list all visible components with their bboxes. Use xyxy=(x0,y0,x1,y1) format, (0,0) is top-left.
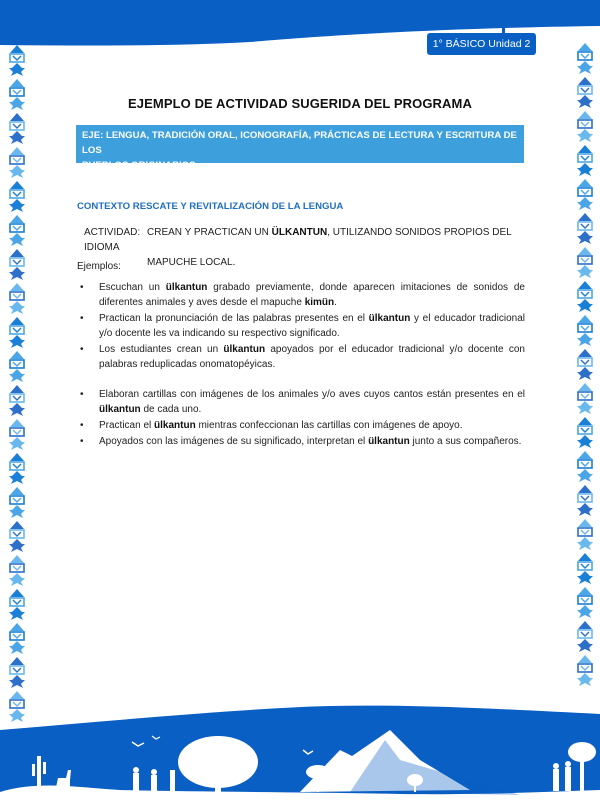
eje-line-1: EJE: LENGUA, TRADICIÓN ORAL, ICONOGRAFÍA, PRÁCTICAS DE LECTURA Y ESCRITURA DE LOS xyxy=(82,130,517,156)
activity-line-2: MAPUCHE LOCAL. xyxy=(147,257,236,268)
list-item xyxy=(77,280,525,310)
item-text: grabado previamente, donde aparecen imitaciones de sonidos de diferentes animales y aves desde el mapuche xyxy=(99,282,525,308)
textile-motif-icon xyxy=(6,350,28,384)
item-text: Practican el xyxy=(99,420,155,431)
examples-label: Ejemplos: xyxy=(77,261,121,272)
item-text: mientras confeccionan las cartillas con imágenes de apoyo. xyxy=(195,420,463,431)
item-text: Practican la pronunciación de las palabras presentes en el xyxy=(99,313,369,324)
textile-motif-icon xyxy=(6,180,28,214)
activity-statement xyxy=(84,225,534,270)
activity-text-pre: CREAN Y PRACTICAN UN xyxy=(147,227,272,238)
textile-motif-icon xyxy=(574,246,596,280)
textile-motif-icon xyxy=(6,146,28,180)
textile-motif-icon xyxy=(6,44,28,78)
eje-box xyxy=(76,125,524,171)
right-decorative-border xyxy=(574,42,596,692)
textile-motif-icon xyxy=(574,314,596,348)
textile-motif-icon xyxy=(574,42,596,76)
textile-motif-icon xyxy=(6,452,28,486)
textile-motif-icon xyxy=(6,248,28,282)
bullet-icon: • xyxy=(80,313,84,324)
textile-motif-icon xyxy=(6,214,28,248)
item-text: . xyxy=(334,297,337,308)
bullet-icon: • xyxy=(80,344,84,355)
textile-motif-icon xyxy=(574,552,596,586)
left-decorative-border xyxy=(6,44,28,734)
activity-keyword: ÜLKANTUN xyxy=(271,227,328,238)
item-text: y el educador tradicional y/o docente les va indicando su respectivo significado. xyxy=(99,313,526,339)
textile-motif-icon xyxy=(574,178,596,212)
textile-motif-icon xyxy=(574,110,596,144)
list-item xyxy=(77,311,525,341)
textile-motif-icon xyxy=(574,450,596,484)
item-text: Los estudiantes crean un xyxy=(99,344,224,355)
item-text: apoyados por el educador tradicional y/o docente con palabras reduplicadas onomatopéyicas. xyxy=(99,344,525,370)
textile-motif-icon xyxy=(574,382,596,416)
textile-motif-icon xyxy=(574,144,596,178)
eje-line-2: PUEBLOS ORIGINARIOS xyxy=(82,160,196,171)
unit-tag: 1° BÁSICO Unidad 2 xyxy=(427,33,536,55)
textile-motif-icon xyxy=(6,520,28,554)
item-keyword: ülkantun xyxy=(99,404,141,415)
list-item xyxy=(77,342,525,372)
textile-motif-icon xyxy=(6,316,28,350)
textile-motif-icon xyxy=(574,484,596,518)
textile-motif-icon xyxy=(6,622,28,656)
page-title: EJEMPLO DE ACTIVIDAD SUGERIDA DEL PROGRAMA xyxy=(128,96,472,111)
textile-motif-icon xyxy=(574,654,596,688)
list-item xyxy=(77,418,525,433)
activity-text-post: , UTILIZANDO SONIDOS PROPIOS DEL IDIOMA xyxy=(84,227,512,253)
context-heading: CONTEXTO RESCATE Y REVITALIZACIÓN DE LA LENGUA xyxy=(77,201,344,212)
textile-motif-icon xyxy=(574,212,596,246)
bullet-icon: • xyxy=(80,389,84,400)
item-text: Escuchan un xyxy=(99,282,166,293)
bullet-icon: • xyxy=(80,282,84,293)
textile-motif-icon xyxy=(6,282,28,316)
textile-motif-icon xyxy=(6,486,28,520)
textile-motif-icon xyxy=(6,554,28,588)
item-keyword: ülkantun xyxy=(165,282,208,293)
item-keyword: ülkantun xyxy=(368,436,410,447)
textile-motif-icon xyxy=(574,348,596,382)
examples-list xyxy=(77,280,525,450)
textile-motif-icon xyxy=(6,112,28,146)
footer-landscape-illustration xyxy=(0,700,600,800)
textile-motif-icon xyxy=(6,384,28,418)
list-item xyxy=(77,434,525,449)
textile-motif-icon xyxy=(574,280,596,314)
item-text: Elaboran cartillas con imágenes de los animales y/o aves cuyos cantos están presentes en el xyxy=(99,389,525,400)
textile-motif-icon xyxy=(574,620,596,654)
textile-motif-icon xyxy=(574,586,596,620)
bullet-icon: • xyxy=(80,436,84,447)
unit-tag-connector xyxy=(502,18,505,34)
item-text: junto a sus compañeros. xyxy=(409,436,522,447)
textile-motif-icon xyxy=(6,656,28,690)
bullet-icon: • xyxy=(80,420,84,431)
activity-label: ACTIVIDAD: xyxy=(84,227,141,238)
item-keyword: kimün xyxy=(304,297,335,308)
item-text: de cada uno. xyxy=(140,404,202,415)
item-keyword: ülkantun xyxy=(368,313,411,324)
textile-motif-icon xyxy=(6,418,28,452)
textile-motif-icon xyxy=(574,518,596,552)
textile-motif-icon xyxy=(6,588,28,622)
textile-motif-icon xyxy=(574,416,596,450)
item-keyword: ülkantun xyxy=(154,420,196,431)
list-item xyxy=(77,387,525,417)
item-keyword: ülkantun xyxy=(223,344,266,355)
item-text: Apoyados con las imágenes de su significado, interpretan el xyxy=(99,436,369,447)
